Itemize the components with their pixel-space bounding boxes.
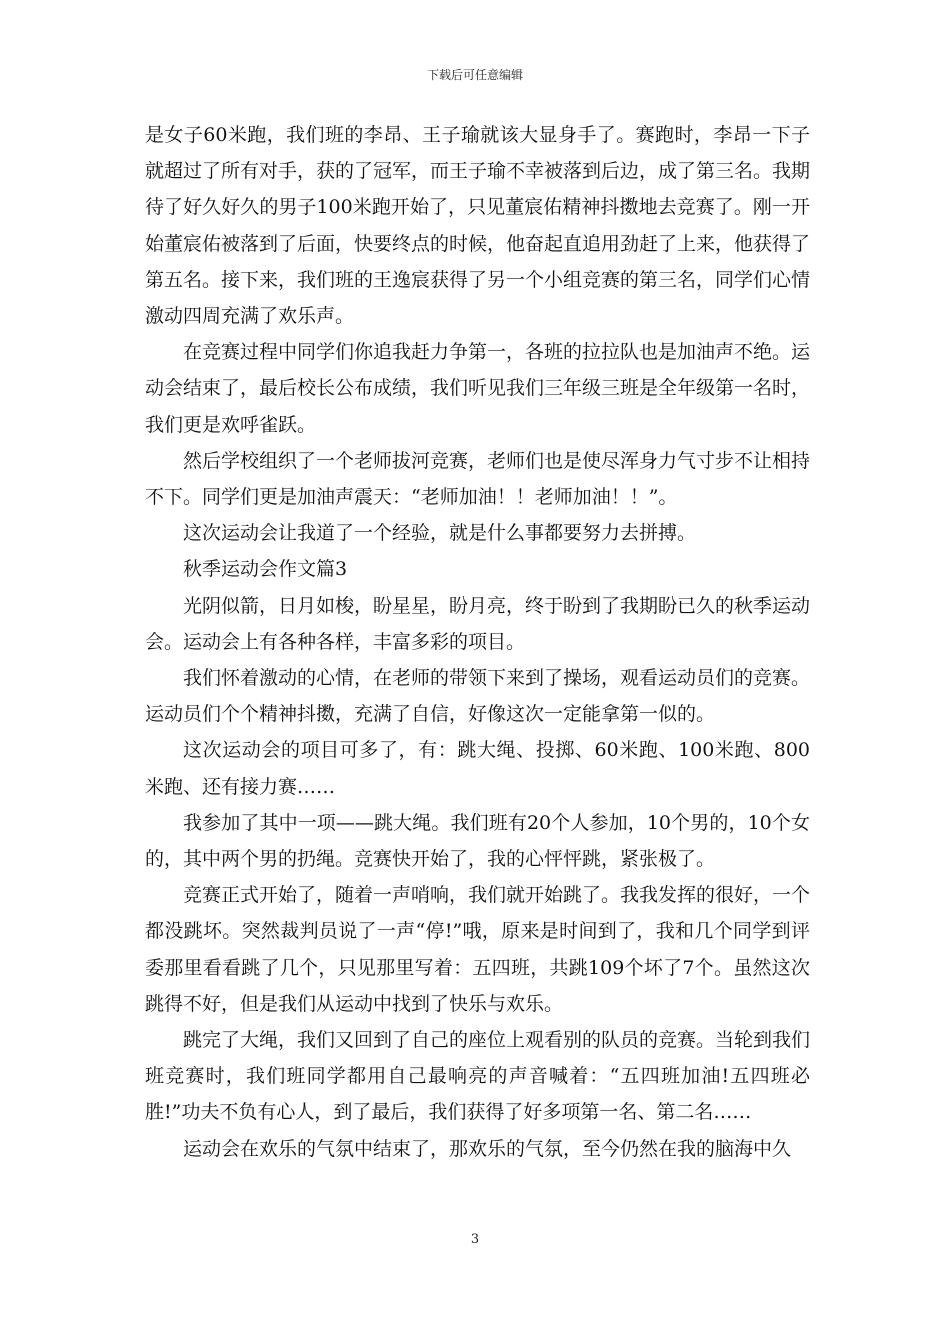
document-body [145, 117, 810, 1167]
paragraph: 这次运动会让我道了一个经验，就是什么事都要努力去拼搏。 [183, 522, 697, 545]
paragraph: 我们怀着激动的心情，在老师的带领下来到了操场，观看运动员们的竞赛。运动员们个个精神抖擞，充满了自信，好像这次一定能拿第一似的。 [145, 667, 811, 726]
paragraph: 光阴似箭，日月如梭，盼星星，盼月亮，终于盼到了我期盼已久的秋季运动会。运动会上有各种各样，丰富多彩的项目。 [145, 594, 811, 653]
paragraph: 在竞赛过程中同学们你追我赶力争第一，各班的拉拉队也是加油声不绝。运动会结束了，最后校长公布成绩，我们听见我们三年级三班是全年级第一名时，我们更是欢呼雀跃。 [145, 341, 811, 436]
paragraph-continuation: 是女子60米跑，我们班的李昂、王子瑜就该大显身手了。赛跑时，李昂一下子就超过了所有对手，获的了冠军，而王子瑜不幸被落到后边，成了第三名。我期待了好久好久的男子100米跑开始了，只见董宸佑精神抖擞地去竞赛了。刚一开始董宸佑被落到了后面，快要终点的时候，他奋起直追用劲赶了上来，他获得了第五名。接下来，我们班的王逸宸获得了另一个小组竞赛的第三名，同学们心情激动四周充满了欢乐声。 [145, 124, 811, 328]
paragraph: 跳完了大绳，我们又回到了自己的座位上观看别的队员的竞赛。当轮到我们班竞赛时，我们班同学都用自己最响亮的声音喊着：“五四班加油!五四班必胜!”功夫不负有心人，到了最后，我们获得了好多项第一名、第二名…… [145, 1029, 811, 1124]
page-header-note: 下载后可任意编辑 [426, 68, 523, 82]
paragraph: 我参加了其中一项——跳大绳。我们班有20个人参加，10个男的，10个女的，其中两个男的扔绳。竞赛快开始了，我的心怦怦跳，紧张极了。 [145, 811, 810, 871]
paragraph: 运动会在欢乐的气氛中结束了，那欢乐的气氛，至今仍然在我的脑海中久 [183, 1137, 792, 1160]
paragraph: 然后学校组织了一个老师拔河竞赛，老师们也是使尽浑身力气寸步不让相持不下。同学们更是加油声震天：“老师加油！！老师加油！！”。 [145, 449, 811, 509]
paragraph: 这次运动会的项目可多了，有：跳大绳、投掷、60米跑、100米跑、800米跑、还有接力赛…… [145, 739, 810, 798]
section-heading: 秋季运动会作文篇3 [183, 558, 348, 581]
paragraph: 竞赛正式开始了，随着一声哨响，我们就开始跳了。我我发挥的很好，一个都没跳坏。突然裁判员说了一声“停!”哦，原来是时间到了，我和几个同学到评委那里看看跳了几个，只见那里写着：五四班，共跳109个坏了7个。虽然这次跳得不好，但是我们从运动中找到了快乐与欢乐。 [145, 884, 811, 1015]
page-number: 3 [470, 1232, 480, 1247]
